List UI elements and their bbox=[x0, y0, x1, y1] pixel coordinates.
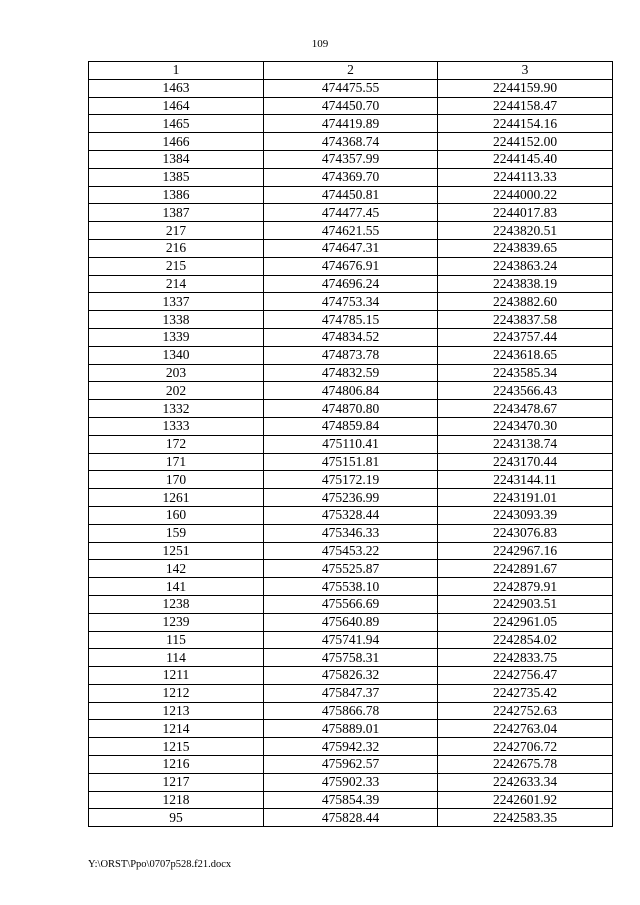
table-row bbox=[89, 471, 613, 489]
table-row bbox=[89, 133, 613, 151]
table-cell-col-3: 2242967.16 bbox=[438, 542, 613, 560]
table-cell-col-2: 474696.24 bbox=[264, 275, 438, 293]
table-cell-col-3: 2243618.65 bbox=[438, 346, 613, 364]
table-cell-col-2: 475758.31 bbox=[264, 649, 438, 667]
table-cell-col-2: 474676.91 bbox=[264, 257, 438, 275]
table-cell-col-1: 1387 bbox=[89, 204, 264, 222]
table-cell-col-2: 475328.44 bbox=[264, 506, 438, 524]
table-cell-col-3: 2242756.47 bbox=[438, 667, 613, 685]
table-cell-col-2: 475566.69 bbox=[264, 595, 438, 613]
table-cell-col-1: 1463 bbox=[89, 79, 264, 97]
table-row bbox=[89, 311, 613, 329]
table-cell-col-3: 2243838.19 bbox=[438, 275, 613, 293]
coordinates-table bbox=[88, 61, 613, 827]
table-cell-col-2: 475525.87 bbox=[264, 560, 438, 578]
table-cell-col-2: 475172.19 bbox=[264, 471, 438, 489]
table-cell-col-1: 114 bbox=[89, 649, 264, 667]
table-cell-col-1: 95 bbox=[89, 809, 264, 827]
table-cell-col-2: 475151.81 bbox=[264, 453, 438, 471]
table-cell-col-2: 474753.34 bbox=[264, 293, 438, 311]
table-cell-col-1: 217 bbox=[89, 222, 264, 240]
table-row bbox=[89, 720, 613, 738]
table-cell-col-1: 1386 bbox=[89, 186, 264, 204]
table-cell-col-1: 1211 bbox=[89, 667, 264, 685]
table-cell-col-3: 2242763.04 bbox=[438, 720, 613, 738]
table-cell-col-3: 2242735.42 bbox=[438, 684, 613, 702]
table-cell-col-1: 1465 bbox=[89, 115, 264, 133]
table-cell-col-1: 142 bbox=[89, 560, 264, 578]
table-cell-col-2: 475741.94 bbox=[264, 631, 438, 649]
column-header-2: 2 bbox=[264, 62, 438, 80]
table-cell-col-3: 2242706.72 bbox=[438, 738, 613, 756]
table-cell-col-1: 1215 bbox=[89, 738, 264, 756]
table-row bbox=[89, 400, 613, 418]
table-cell-col-1: 1218 bbox=[89, 791, 264, 809]
table-cell-col-1: 1339 bbox=[89, 328, 264, 346]
table-cell-col-3: 2242903.51 bbox=[438, 595, 613, 613]
table-cell-col-3: 2244154.16 bbox=[438, 115, 613, 133]
table-cell-col-1: 1238 bbox=[89, 595, 264, 613]
table-header-row bbox=[89, 62, 613, 80]
table-cell-col-1: 1385 bbox=[89, 168, 264, 186]
table-cell-col-3: 2242752.63 bbox=[438, 702, 613, 720]
table-cell-col-1: 1213 bbox=[89, 702, 264, 720]
table-row bbox=[89, 738, 613, 756]
table-row bbox=[89, 150, 613, 168]
table-row bbox=[89, 417, 613, 435]
table-cell-col-2: 474357.99 bbox=[264, 150, 438, 168]
table-cell-col-3: 2243138.74 bbox=[438, 435, 613, 453]
table-row bbox=[89, 702, 613, 720]
table-cell-col-1: 1466 bbox=[89, 133, 264, 151]
table-row bbox=[89, 506, 613, 524]
table-row bbox=[89, 809, 613, 827]
table-cell-col-3: 2243093.39 bbox=[438, 506, 613, 524]
table-cell-col-2: 474368.74 bbox=[264, 133, 438, 151]
table-cell-col-1: 203 bbox=[89, 364, 264, 382]
table-cell-col-2: 475847.37 bbox=[264, 684, 438, 702]
table-cell-col-2: 474806.84 bbox=[264, 382, 438, 400]
table-row bbox=[89, 435, 613, 453]
table-cell-col-2: 474832.59 bbox=[264, 364, 438, 382]
table-cell-col-1: 1332 bbox=[89, 400, 264, 418]
table-cell-col-3: 2244159.90 bbox=[438, 79, 613, 97]
table-cell-col-2: 475346.33 bbox=[264, 524, 438, 542]
table-cell-col-2: 474419.89 bbox=[264, 115, 438, 133]
table-cell-col-2: 475942.32 bbox=[264, 738, 438, 756]
table-cell-col-3: 2243837.58 bbox=[438, 311, 613, 329]
table-cell-col-1: 115 bbox=[89, 631, 264, 649]
table-cell-col-2: 475962.57 bbox=[264, 756, 438, 774]
table-cell-col-2: 474475.55 bbox=[264, 79, 438, 97]
table-cell-col-1: 172 bbox=[89, 435, 264, 453]
table-cell-col-1: 1212 bbox=[89, 684, 264, 702]
table-cell-col-1: 1214 bbox=[89, 720, 264, 738]
table-cell-col-2: 475902.33 bbox=[264, 773, 438, 791]
table-cell-col-1: 159 bbox=[89, 524, 264, 542]
table-cell-col-1: 1239 bbox=[89, 613, 264, 631]
table-cell-col-1: 160 bbox=[89, 506, 264, 524]
table-cell-col-3: 2243470.30 bbox=[438, 417, 613, 435]
table-cell-col-1: 1338 bbox=[89, 311, 264, 329]
table-row bbox=[89, 186, 613, 204]
table-row bbox=[89, 756, 613, 774]
table-cell-col-1: 214 bbox=[89, 275, 264, 293]
table-row bbox=[89, 168, 613, 186]
table-cell-col-2: 474477.45 bbox=[264, 204, 438, 222]
table-cell-col-2: 475110.41 bbox=[264, 435, 438, 453]
table-row bbox=[89, 328, 613, 346]
table-cell-col-3: 2244158.47 bbox=[438, 97, 613, 115]
table-cell-col-3: 2244152.00 bbox=[438, 133, 613, 151]
table-row bbox=[89, 293, 613, 311]
table-cell-col-1: 171 bbox=[89, 453, 264, 471]
table-cell-col-3: 2244145.40 bbox=[438, 150, 613, 168]
table-cell-col-3: 2242833.75 bbox=[438, 649, 613, 667]
table-cell-col-2: 474450.81 bbox=[264, 186, 438, 204]
table-cell-col-2: 474621.55 bbox=[264, 222, 438, 240]
table-row bbox=[89, 613, 613, 631]
table-cell-col-1: 1261 bbox=[89, 489, 264, 507]
table-row bbox=[89, 773, 613, 791]
table-cell-col-2: 475854.39 bbox=[264, 791, 438, 809]
footer-file-path: Y:\ORST\Ppo\0707p528.f21.docx bbox=[88, 859, 232, 870]
table-row bbox=[89, 346, 613, 364]
table-cell-col-2: 475828.44 bbox=[264, 809, 438, 827]
table-cell-col-1: 1333 bbox=[89, 417, 264, 435]
table-row bbox=[89, 542, 613, 560]
table-cell-col-3: 2242583.35 bbox=[438, 809, 613, 827]
table-cell-col-3: 2242601.92 bbox=[438, 791, 613, 809]
table-row bbox=[89, 791, 613, 809]
table-cell-col-3: 2242675.78 bbox=[438, 756, 613, 774]
table-cell-col-3: 2243566.43 bbox=[438, 382, 613, 400]
table-cell-col-2: 475453.22 bbox=[264, 542, 438, 560]
table-cell-col-3: 2243191.01 bbox=[438, 489, 613, 507]
table-cell-col-3: 2242891.67 bbox=[438, 560, 613, 578]
table-cell-col-1: 1251 bbox=[89, 542, 264, 560]
table-row bbox=[89, 115, 613, 133]
table-cell-col-2: 475866.78 bbox=[264, 702, 438, 720]
table-cell-col-3: 2243882.60 bbox=[438, 293, 613, 311]
table-cell-col-2: 475640.89 bbox=[264, 613, 438, 631]
table-row bbox=[89, 79, 613, 97]
table-cell-col-2: 474450.70 bbox=[264, 97, 438, 115]
table-cell-col-1: 170 bbox=[89, 471, 264, 489]
table-cell-col-2: 474369.70 bbox=[264, 168, 438, 186]
table-cell-col-3: 2243863.24 bbox=[438, 257, 613, 275]
table-cell-col-1: 1337 bbox=[89, 293, 264, 311]
table-cell-col-2: 474859.84 bbox=[264, 417, 438, 435]
table-row bbox=[89, 364, 613, 382]
table-cell-col-1: 215 bbox=[89, 257, 264, 275]
table-cell-col-1: 202 bbox=[89, 382, 264, 400]
table-row bbox=[89, 684, 613, 702]
table-cell-col-3: 2242854.02 bbox=[438, 631, 613, 649]
column-header-1: 1 bbox=[89, 62, 264, 80]
table-cell-col-3: 2243144.11 bbox=[438, 471, 613, 489]
table-cell-col-3: 2243839.65 bbox=[438, 239, 613, 257]
table-row bbox=[89, 595, 613, 613]
table-cell-col-2: 475889.01 bbox=[264, 720, 438, 738]
table-row bbox=[89, 97, 613, 115]
table-cell-col-2: 474870.80 bbox=[264, 400, 438, 418]
table-cell-col-3: 2243757.44 bbox=[438, 328, 613, 346]
table-row bbox=[89, 560, 613, 578]
table-cell-col-2: 475538.10 bbox=[264, 578, 438, 596]
table-row bbox=[89, 275, 613, 293]
table-cell-col-3: 2244017.83 bbox=[438, 204, 613, 222]
table-cell-col-1: 1340 bbox=[89, 346, 264, 364]
table-cell-col-2: 475826.32 bbox=[264, 667, 438, 685]
table-cell-col-3: 2243585.34 bbox=[438, 364, 613, 382]
table-cell-col-3: 2243076.83 bbox=[438, 524, 613, 542]
table-row bbox=[89, 631, 613, 649]
table-row bbox=[89, 667, 613, 685]
table-cell-col-2: 474834.52 bbox=[264, 328, 438, 346]
table-row bbox=[89, 239, 613, 257]
column-header-3: 3 bbox=[438, 62, 613, 80]
table-cell-col-1: 1216 bbox=[89, 756, 264, 774]
table-cell-col-3: 2242879.91 bbox=[438, 578, 613, 596]
table-cell-col-1: 141 bbox=[89, 578, 264, 596]
table-row bbox=[89, 578, 613, 596]
table-cell-col-3: 2243478.67 bbox=[438, 400, 613, 418]
table-body bbox=[89, 79, 613, 826]
table-row bbox=[89, 204, 613, 222]
page-number: 109 bbox=[311, 38, 329, 50]
table-row bbox=[89, 453, 613, 471]
table-cell-col-2: 474785.15 bbox=[264, 311, 438, 329]
table-cell-col-3: 2244113.33 bbox=[438, 168, 613, 186]
table-cell-col-1: 1217 bbox=[89, 773, 264, 791]
table-cell-col-1: 216 bbox=[89, 239, 264, 257]
table-cell-col-1: 1464 bbox=[89, 97, 264, 115]
table-cell-col-3: 2243170.44 bbox=[438, 453, 613, 471]
table-row bbox=[89, 649, 613, 667]
table-row bbox=[89, 222, 613, 240]
table-row bbox=[89, 382, 613, 400]
table-cell-col-3: 2242961.05 bbox=[438, 613, 613, 631]
table-cell-col-3: 2243820.51 bbox=[438, 222, 613, 240]
table-cell-col-3: 2244000.22 bbox=[438, 186, 613, 204]
table-row bbox=[89, 524, 613, 542]
table-cell-col-2: 474647.31 bbox=[264, 239, 438, 257]
table-cell-col-2: 475236.99 bbox=[264, 489, 438, 507]
table-cell-col-3: 2242633.34 bbox=[438, 773, 613, 791]
table-cell-col-2: 474873.78 bbox=[264, 346, 438, 364]
table-row bbox=[89, 489, 613, 507]
table-cell-col-1: 1384 bbox=[89, 150, 264, 168]
table-row bbox=[89, 257, 613, 275]
